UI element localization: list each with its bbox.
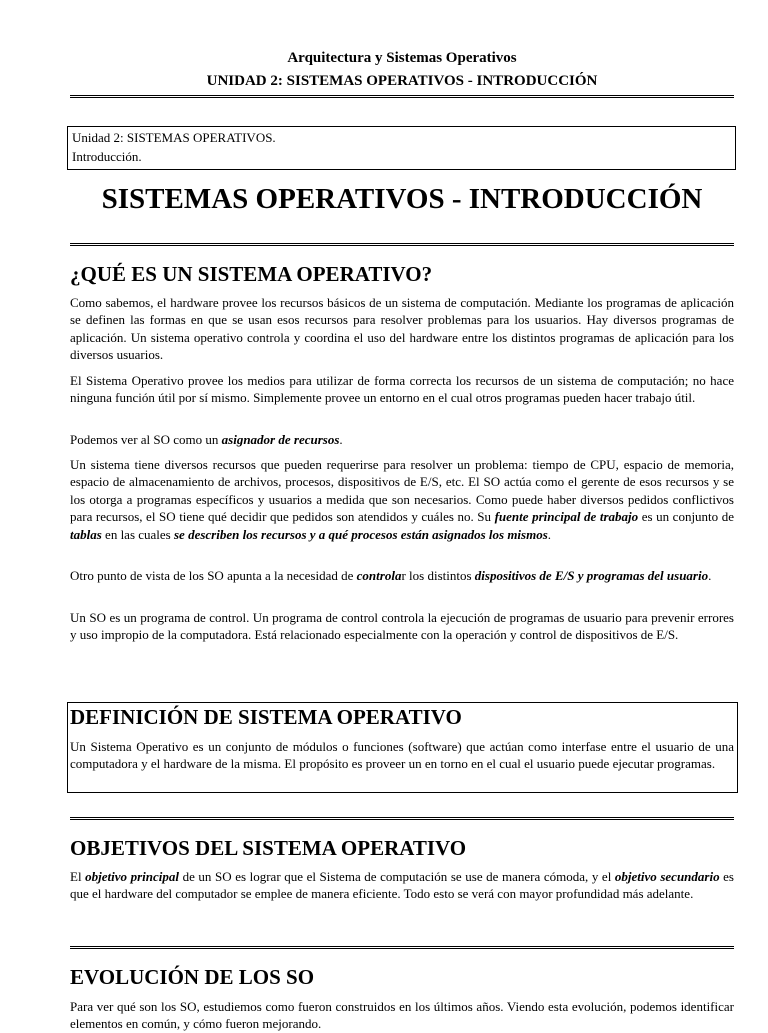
title-divider (70, 243, 734, 246)
section-heading-que-es: ¿QUÉ ES UN SISTEMA OPERATIVO? (70, 262, 433, 286)
paragraph: Otro punto de vista de los SO apunta a la necesidad de controlar los distintos dispositivos de E/S y programas del usuario. (70, 568, 712, 583)
section-heading-evolucion: EVOLUCIÓN DE LOS SO (70, 965, 315, 989)
section-heading-definicion: DEFINICIÓN DE SISTEMA OPERATIVO (70, 705, 462, 729)
paragraph: Como sabemos, el hardware provee los recursos básicos de un sistema de computación. Mediante los programas de aplicación se definen las formas en que se usan esos recursos para resolver problemas para los usuarios. Hay diversos programas de aplicación. Un sistema operativo controla y coordina el uso del hardware entre los distintos programas de aplicación para los diversos usuarios. (70, 295, 734, 363)
section-divider (70, 817, 734, 820)
paragraph: Un SO es un programa de control. Un programa de control controla la ejecución de programas de usuario para prevenir errores y uso impropio de la computadora. Está relacionado especialmente con la operación y control de dispositivos de E/S. (70, 610, 734, 643)
paragraph: Podemos ver al SO como un asignador de recursos. (70, 432, 343, 447)
paragraph: Un sistema tiene diversos recursos que pueden requerirse para resolver un problema: tiempo de CPU, espacio de memoria, espacio de almacenamiento de archivos, procesos, dispositivos de E/S, etc. El SO actúa como el gerente de esos recursos y se los otorga a programas específicos y usuarios a medida que son necesarios. Como puede haber diversos pedidos conflictivos para recursos, el SO tiene qué decidir que pedidos son atendidos y cuáles no. Su fuente principal de trabajo es un conjunto de tablas en las cuales se describen los recursos y a qué procesos están asignados los mismos. (70, 457, 735, 542)
header-divider (70, 95, 734, 98)
unit-box (67, 126, 736, 170)
paragraph: El Sistema Operativo provee los medios para utilizar de forma correcta los recursos de un sistema de computación; no hace ninguna función útil por sí mismo. Simplemente provee un entorno en el cual otros programas pueden hacer trabajo útil. (70, 373, 734, 406)
paragraph: El objetivo principal de un SO es lograr que el Sistema de computación se use de manera cómoda, y el objetivo secundario es que el hardware del computador se emplee de manera eficiente. Todo esto se verá con mayor profundidad más adelante. (70, 869, 734, 902)
paragraph: Un Sistema Operativo es un conjunto de módulos o funciones (software) que actúan como interfase entre el usuario de una computadora y el hardware de la misma. El propósito es proveer un en torno en el cual el usuario puede ejecutar programas. (70, 739, 734, 772)
course-title: Arquitectura y Sistemas Operativos (287, 50, 517, 66)
unit-title: UNIDAD 2: SISTEMAS OPERATIVOS - INTRODUCCIÓN (206, 73, 598, 89)
main-title: SISTEMAS OPERATIVOS - INTRODUCCIÓN (101, 183, 703, 215)
paragraph: Para ver qué son los SO, estudiemos como fueron construidos en los últimos años. Viendo esta evolución, podemos identificar elementos en común, y cómo fueron mejorando. (70, 999, 734, 1032)
section-heading-objetivos: OBJETIVOS DEL SISTEMA OPERATIVO (70, 836, 467, 860)
section-divider (70, 946, 734, 949)
unit-box-line: Introducción. (72, 149, 142, 164)
unit-box-line: Unidad 2: SISTEMAS OPERATIVOS. (72, 130, 276, 145)
